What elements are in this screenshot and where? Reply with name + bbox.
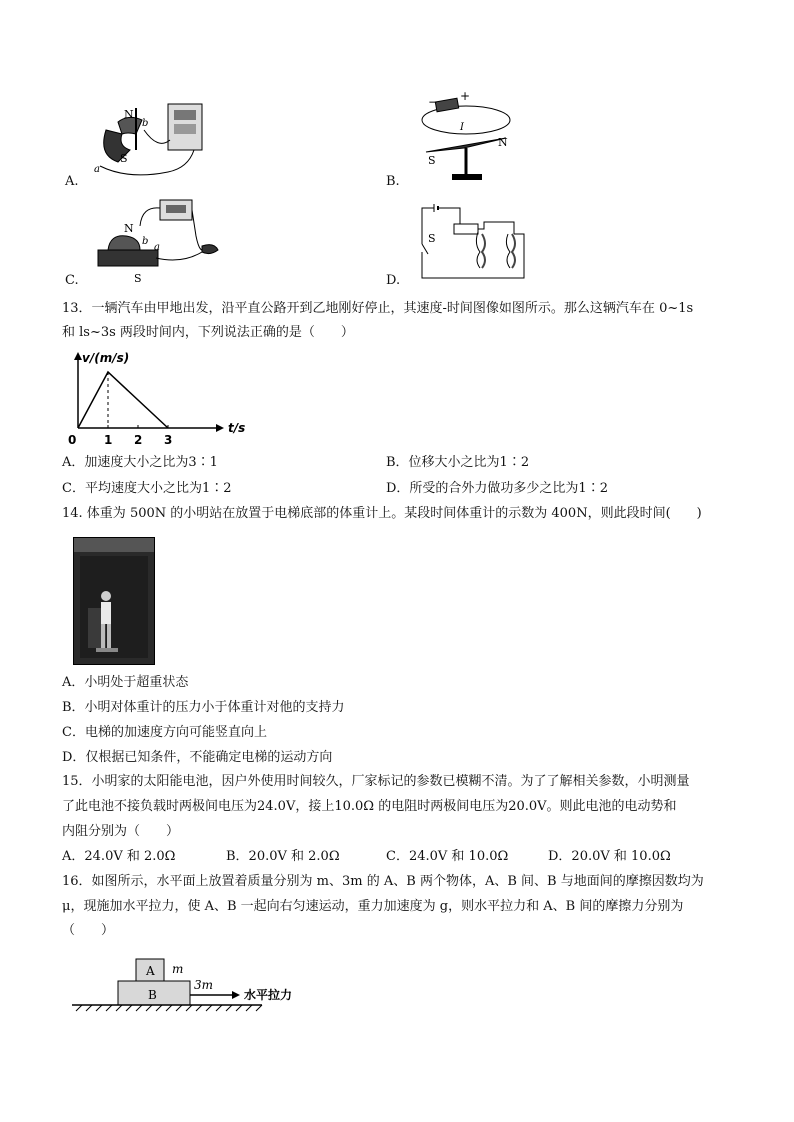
q13-stem-line2: 和 ls~3s 两段时间内，下列说法正确的是（ ） bbox=[62, 325, 354, 340]
fig-b-s-label: S bbox=[428, 154, 436, 167]
q16-stem-line1: 16．如图所示，水平面上放置着质量分别为 m、3m 的 A、B 两个物体，A、B 间、B 与地面间的摩擦因数均为 bbox=[62, 874, 704, 889]
q14-option-c[interactable]: C．电梯的加速度方向可能竖直向上 bbox=[62, 725, 267, 740]
svg-text:+: + bbox=[460, 89, 471, 103]
fig-c-b-label: b bbox=[142, 236, 149, 247]
q12-option-d-label: D. bbox=[386, 273, 401, 288]
block-b-mass-label: 3m bbox=[194, 978, 214, 992]
q12-option-a-label: A. bbox=[65, 174, 79, 189]
q13-option-b[interactable]: B．位移大小之比为1∶2 bbox=[386, 455, 530, 470]
fig-a-s-label: S bbox=[120, 152, 128, 165]
fig-b-n-label: N bbox=[498, 136, 508, 149]
q14-option-d[interactable]: D．仅根据已知条件，不能确定电梯的运动方向 bbox=[62, 750, 333, 765]
coil-compass-figure-b bbox=[416, 89, 516, 184]
fig-a-a-label: a bbox=[94, 164, 100, 175]
fig-c-n-label: N bbox=[124, 222, 134, 235]
q13-option-c[interactable]: C．平均速度大小之比为1∶2 bbox=[62, 481, 232, 496]
y-axis-arrow bbox=[74, 352, 82, 360]
x-axis-arrow bbox=[216, 424, 224, 432]
q14-option-a[interactable]: A．小明处于超重状态 bbox=[62, 675, 189, 690]
fig-d-s-label: S bbox=[428, 232, 436, 245]
q13-option-d[interactable]: D．所受的合外力做功多少之比为1∶2 bbox=[386, 481, 608, 496]
block-b-label: B bbox=[148, 988, 157, 1002]
fig-c-s-label: S bbox=[134, 272, 142, 285]
fig-c-a-label: a bbox=[154, 242, 160, 253]
x-tick-label: 2 bbox=[134, 433, 143, 447]
q12-option-c-label: C. bbox=[65, 273, 79, 288]
magnet-coil-figure-a bbox=[88, 100, 228, 180]
blocks-on-ground-figure bbox=[72, 955, 312, 1015]
svg-text:−: − bbox=[428, 95, 439, 109]
q15-stem-line3: 内阻分别为（ ） bbox=[62, 824, 180, 839]
q15-stem-line2: 了此电池不接负载时两极间电压为24.0V，接上10.0Ω 的电阻时两极间电压为20.0V。则此电池的电动势和 bbox=[62, 799, 677, 814]
ground-hatching bbox=[76, 1005, 262, 1011]
fig-b-i-label: I bbox=[460, 122, 464, 133]
q16-stem-line3: （ ） bbox=[62, 923, 115, 938]
velocity-series-line bbox=[78, 372, 168, 428]
x-axis-label: t/s bbox=[228, 421, 246, 435]
q15-option-c[interactable]: C．24.0V 和 10.0Ω bbox=[386, 849, 509, 864]
q15-option-d[interactable]: D．20.0V 和 10.0Ω bbox=[548, 849, 671, 864]
q14-option-b[interactable]: B．小明对体重计的压力小于体重计对他的支持力 bbox=[62, 700, 345, 715]
x-tick-label: 1 bbox=[104, 433, 113, 447]
magnet-galvanometer-figure-c bbox=[96, 196, 236, 285]
q15-option-a[interactable]: A．24.0V 和 2.0Ω bbox=[62, 849, 176, 864]
fig-a-n-label: N bbox=[124, 108, 134, 121]
q15-stem-line1: 15．小明家的太阳能电池，因户外使用时间较久，厂家标记的参数已模糊不清。为了了解相关参数，小明测量 bbox=[62, 774, 690, 789]
y-axis-label: v/(m/s) bbox=[82, 351, 130, 365]
q13-option-a[interactable]: A．加速度大小之比为3∶1 bbox=[62, 455, 218, 470]
q15-option-b[interactable]: B．20.0V 和 2.0Ω bbox=[226, 849, 340, 864]
block-a-label: A bbox=[146, 964, 155, 978]
velocity-time-chart bbox=[66, 351, 256, 447]
q14-stem: 14. 体重为 500N 的小明站在放置于电梯底部的体重计上。某段时间体重计的示数为 400N，则此段时间( ) bbox=[62, 506, 702, 521]
x-tick-label: 3 bbox=[164, 433, 173, 447]
q16-stem-line2: μ，现施加水平拉力，使 A、B 一起向右匀速运动，重力加速度为 g，则水平拉力和 A、B 间的摩擦力分别为 bbox=[62, 899, 684, 914]
fig-a-b-label: b bbox=[142, 118, 149, 129]
q13-stem-line1: 13．一辆汽车由甲地出发，沿平直公路开到乙地刚好停止，其速度-时间图像如图所示。那么这辆汽车在 0~1s bbox=[62, 301, 694, 316]
elevator-photo bbox=[73, 537, 155, 665]
q12-option-b-label: B. bbox=[386, 174, 400, 189]
block-a-mass-label: m bbox=[172, 962, 184, 976]
force-label: 水平拉力 bbox=[244, 988, 293, 1002]
circuit-coils-figure-d bbox=[414, 204, 534, 284]
x-tick-label: 0 bbox=[68, 433, 77, 447]
